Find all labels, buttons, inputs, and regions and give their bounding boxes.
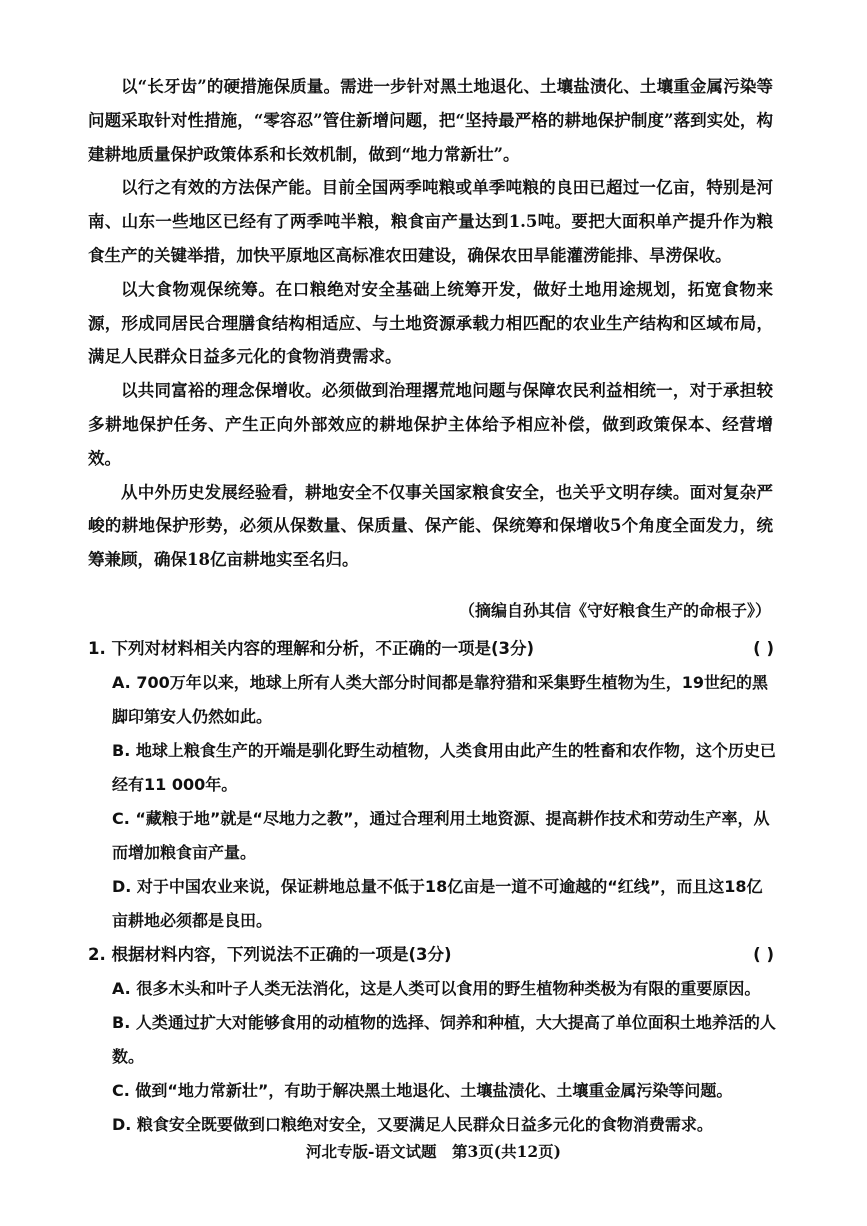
option-a: A. 700万年以来，地球上所有人类大部分时间都是靠狩猎和采集野生植物为生，19世纪的黑脚印第安人仍然如此。 — [112, 673, 768, 726]
page-footer: 河北专版-语文试题 第3页(共12页) — [306, 1142, 561, 1161]
passage-source: （摘编自孙其信《守好粮食生产的命根子》） — [458, 601, 771, 620]
question-stem-text: 2. 根据材料内容，下列说法不正确的一项是(3分) — [88, 945, 452, 964]
option-a: A. 很多木头和叶子人类无法消化，这是人类可以食用的野生植物种类极为有限的重要原因。 — [112, 979, 761, 998]
question-stem — [88, 938, 778, 972]
option-d: D. 粮食安全既要做到口粮绝对安全，又要满足人民群众日益多元化的食物消费需求。 — [112, 1115, 713, 1134]
passage-paragraph: 以大食物观保统筹。在口粮绝对安全基础上统筹开发，做好土地用途规划，拓宽食物来源，形成同居民合理膳食结构相适应、与土地资源承载力相匹配的农业生产结构和区域布局，满足人民群众日益多元化的食物消费需求。 — [88, 279, 773, 367]
option-c: C. 做到“地力常新壮”，有助于解决黑土地退化、土壤盐渍化、土壤重金属污染等问题。 — [112, 1081, 733, 1100]
answer-blank[interactable]: ( ) — [753, 639, 774, 658]
option-b: B. 人类通过扩大对能够食用的动植物的选择、饲养和种植，大大提高了单位面积土地养活的人数。 — [112, 1013, 776, 1066]
option-b: B. 地球上粮食生产的开端是驯化野生动植物，人类食用由此产生的牲畜和农作物，这个历史已经有11 000年。 — [112, 741, 776, 794]
answer-blank[interactable]: ( ) — [753, 945, 774, 964]
question-2 — [88, 938, 778, 1142]
option-c: C. “藏粮于地”就是“尽地力之教”，通过合理利用土地资源、提高耕作技术和劳动生产率，从而增加粮食亩产量。 — [112, 809, 770, 862]
passage-paragraph: 以共同富裕的理念保增收。必须做到治理撂荒地问题与保障农民利益相统一，对于承担较多耕地保护任务、产生正向外部效应的耕地保护主体给予相应补偿，做到政策保本、经营增效。 — [88, 381, 773, 468]
question-1 — [88, 632, 778, 938]
passage-paragraph: 从中外历史发展经验看，耕地安全不仅事关国家粮食安全，也关乎文明存续。面对复杂严峻的耕地保护形势，必须从保数量、保质量、保产能、保统筹和保增收5个角度全面发力，统筹兼顾，确保18亿亩耕地实至名归。 — [88, 482, 773, 570]
question-list — [88, 632, 778, 1142]
option-d: D. 对于中国农业来说，保证耕地总量不低于18亿亩是一道不可逾越的“红线”，而且这18亿亩耕地必须都是良田。 — [112, 877, 763, 930]
passage-paragraph: 以“长牙齿”的硬措施保质量。需进一步针对黑土地退化、土壤盐渍化、土壤重金属污染等问题采取针对性措施，“零容忍”管住新增问题，把“坚持最严格的耕地保护制度”落到实处，构建耕地质量保护政策体系和长效机制，做到“地力常新壮”。 — [88, 77, 773, 164]
question-stem — [88, 632, 778, 666]
reading-passage — [88, 70, 773, 577]
question-stem-text: 1. 下列对材料相关内容的理解和分析，不正确的一项是(3分) — [88, 639, 535, 658]
passage-paragraph: 以行之有效的方法保产能。目前全国两季吨粮或单季吨粮的良田已超过一亿亩，特别是河南、山东一些地区已经有了两季吨半粮，粮食亩产量达到1.5吨。要把大面积单产提升作为粮食生产的关键举措，加快平原地区高标准农田建设，确保农田旱能灌涝能排、旱涝保收。 — [88, 178, 773, 265]
